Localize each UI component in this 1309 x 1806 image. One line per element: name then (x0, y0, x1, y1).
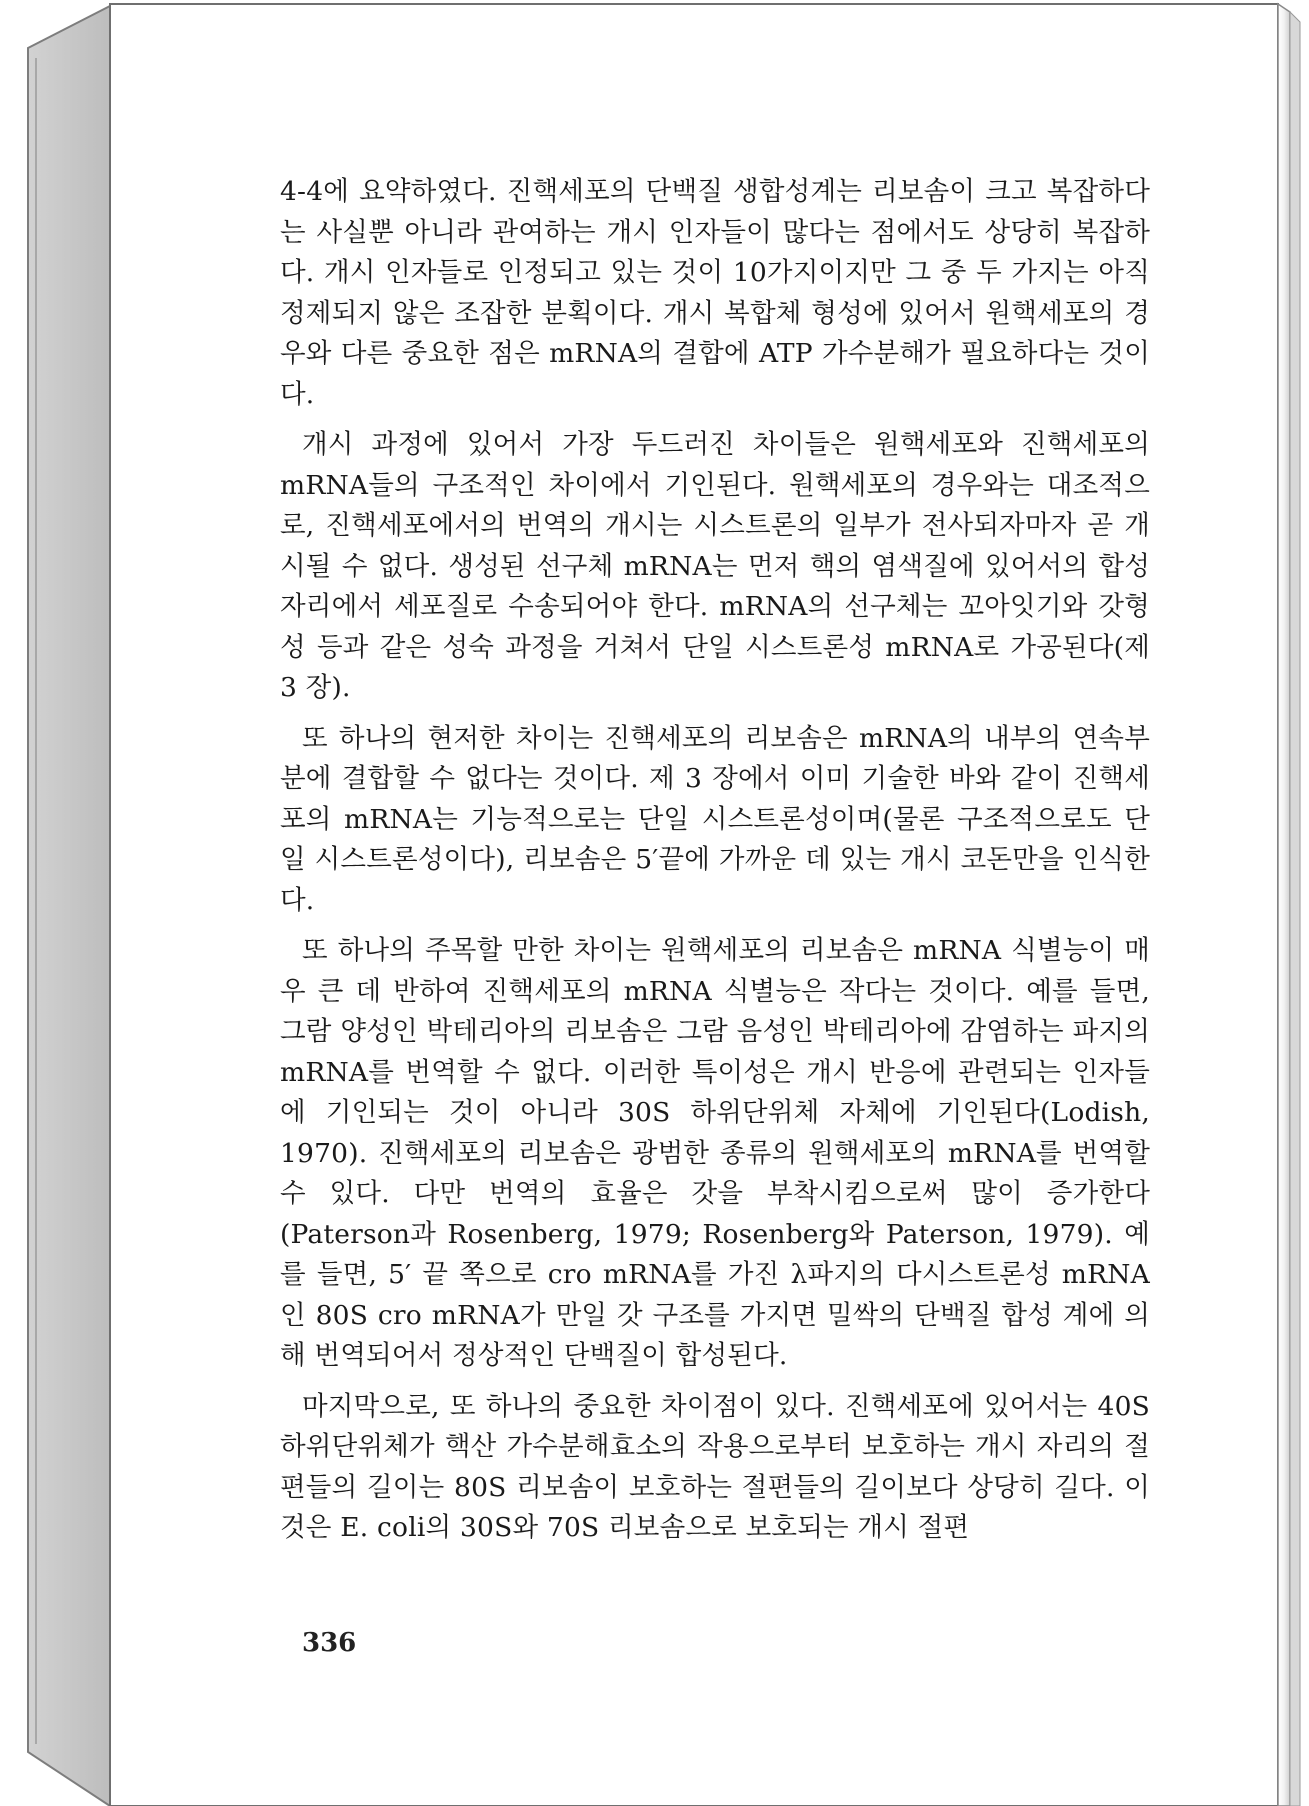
paragraph: 또 하나의 현저한 차이는 진핵세포의 리보솜은 mRNA의 내부의 연속부분에 결합할 수 없다는 것이다. 제 3 장에서 이미 기술한 바와 같이 진핵세포의 mRNA는 기능적으로는 단일 시스트론성이며(물론 구조적으로도 단일 시스트론성이다), 리보솜은 5′끝에 가까운 데 있는 개시 코돈만을 인식한다. (280, 722, 1150, 916)
page-body-text (280, 172, 1150, 1559)
page-edge-right (1278, 4, 1290, 1806)
paragraph: 개시 과정에 있어서 가장 두드러진 차이들은 원핵세포와 진핵세포의 mRNA들의 구조적인 차이에서 기인된다. 원핵세포의 경우와는 대조적으로, 진핵세포에서의 번역의 개시는 시스트론의 일부가 전사되자마자 곧 개시될 수 없다. 생성된 선구체 mRNA는 먼저 핵의 염색질에 있어서의 합성 자리에서 세포질로 수송되어야 한다. mRNA의 선구체는 꼬아잇기와 갓형성 등과 같은 성숙 과정을 거쳐서 단일 시스트론성 mRNA로 가공된다(제 3 장). (280, 429, 1150, 703)
paragraph: 4-4에 요약하였다. 진핵세포의 단백질 생합성계는 리보솜이 크고 복잡하다는 사실뿐 아니라 관여하는 개시 인자들이 많다는 점에서도 상당히 복잡하다. 개시 인자들로 인정되고 있는 것이 10가지이지만 그 중 두 가지는 아직 정제되지 않은 조잡한 분획이다. 개시 복합체 형성에 있어서 원핵세포의 경우와 다른 중요한 점은 mRNA의 결합에 ATP 가수분해가 필요하다는 것이다. (280, 176, 1150, 410)
paragraph: 또 하나의 주목할 만한 차이는 원핵세포의 리보솜은 mRNA 식별능이 매우 큰 데 반하여 진핵세포의 mRNA 식별능은 작다는 것이다. 예를 들면, 그람 양성인 박테리아의 리보솜은 그람 음성인 박테리아에 감염하는 파지의 mRNA를 번역할 수 없다. 이러한 특이성은 개시 반응에 관련되는 인자들에 기인되는 것이 아니라 30S 하위단위체 자체에 기인된다(Lodish, 1970). 진핵세포의 리보솜은 광범한 종류의 원핵세포의 mRNA를 번역할 수 있다. 다만 번역의 효율은 갓을 부착시킴으로써 많이 증가한다(Paterson과 Rosenberg, 1979; Rosenberg와 Paterson, 1979). 예를 들면, 5′ 끝 쪽으로 cro mRNA를 가진 λ파지의 다시스트론성 mRNA인 80S cro mRNA가 만일 갓 구조를 가지면 밀싹의 단백질 합성 계에 의해 번역되어서 정상적인 단백질이 합성된다. (280, 935, 1150, 1371)
book-spine (28, 6, 110, 1806)
paragraph: 마지막으로, 또 하나의 중요한 차이점이 있다. 진핵세포에 있어서는 40S 하위단위체가 핵산 가수분해효소의 작용으로부터 보호하는 개시 자리의 절편들의 길이는 80S 리보솜이 보호하는 절편들의 길이보다 상당히 길다. 이것은 E. coli의 30S와 70S 리보솜으로 보호되는 개시 절편 (280, 1390, 1150, 1543)
page-edge-right-outer (1290, 12, 1300, 1806)
page-number: 336 (302, 1628, 357, 1658)
